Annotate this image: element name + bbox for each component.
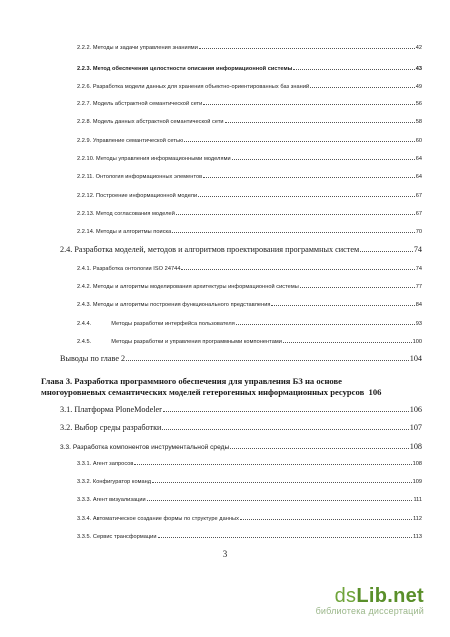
toc-section-2-4: 2.4. Разработка моделей, методов и алгоритмов проектирования программных систем 74 [60,245,422,254]
toc-entry: 3.3.3. Агент визуализации 111 [77,497,422,503]
toc-entry: 2.4.2. Методы и алгоритмы моделирования архитектуры информационной системы 77 [77,284,422,290]
toc-entry: 2.2.7. Модель абстрактной семантической сети 56 [77,101,422,107]
toc-entry: 2.2.6. Разработка модели данных для хранения объектно-ориентированных баз знаний 49 [77,84,422,90]
toc-entry: 2.2.13. Метод согласования моделей 67 [77,211,422,217]
toc-entry: 2.2.14. Методы и алгоритмы поиска 70 [77,229,422,235]
toc-entry: 2.2.11. Онтология информационных элементов 64 [77,174,422,180]
toc-entry: 3.3.4. Автоматическое создание формы по структуре данных 112 [77,516,422,522]
toc-conclusions-2: Выводы по главе 2 104 [60,354,422,363]
toc-entry: 2.4.3. Методы и алгоритмы построения функционального представления 84 [77,302,422,308]
toc-entry: 3.1. Платформа PloneModeler 106 [60,405,422,414]
toc-entry: 3.2. Выбор среды разработки 107 [60,423,422,432]
toc-entry: 2.4.1. Разработка онтологии ISO 24744 74 [77,266,422,272]
toc-entry: 2.2.2. Методы и задачи управления знаниями 42 [77,45,422,51]
toc-entry: 2.2.3. Метод обеспечения целостности описания информационной системы 43 [77,66,422,72]
toc-entry: 3.3.1. Агент запросов 108 [77,461,422,467]
toc-entry: 2.2.10. Методы управления информационными моделями 64 [77,156,422,162]
toc-entry: 2.2.9. Управление семантической сетью 60 [77,138,422,144]
chapter-3-heading: Глава 3. Разработка программного обеспечения для управления БЗ на основе многоуровневых семантических моделей гетерогенных информационных ресурсов 106 [41,376,382,397]
toc-entry: 3.3.2. Конфигуратор команд 109 [77,479,422,485]
watermark-logo: dsLib.net библиотека диссертаций [315,585,424,616]
toc-entry: 3.3.5. Сервис трансформации 113 [77,534,422,540]
page-number: 3 [222,549,228,559]
toc-entry: 2.4.5. Методы разработки и управления программными компонентами 100 [77,339,422,345]
toc-entry: 2.2.8. Модель данных абстрактной семантической сети 58 [77,119,422,125]
toc-entry: 2.4.4. Методы разработки интерфейса пользователя 93 [77,321,422,327]
toc-entry: 2.2.12. Построение информационной модели 67 [77,193,422,199]
toc-entry: 3.3. Разработка компонентов инструментальной среды 108 [60,442,422,451]
